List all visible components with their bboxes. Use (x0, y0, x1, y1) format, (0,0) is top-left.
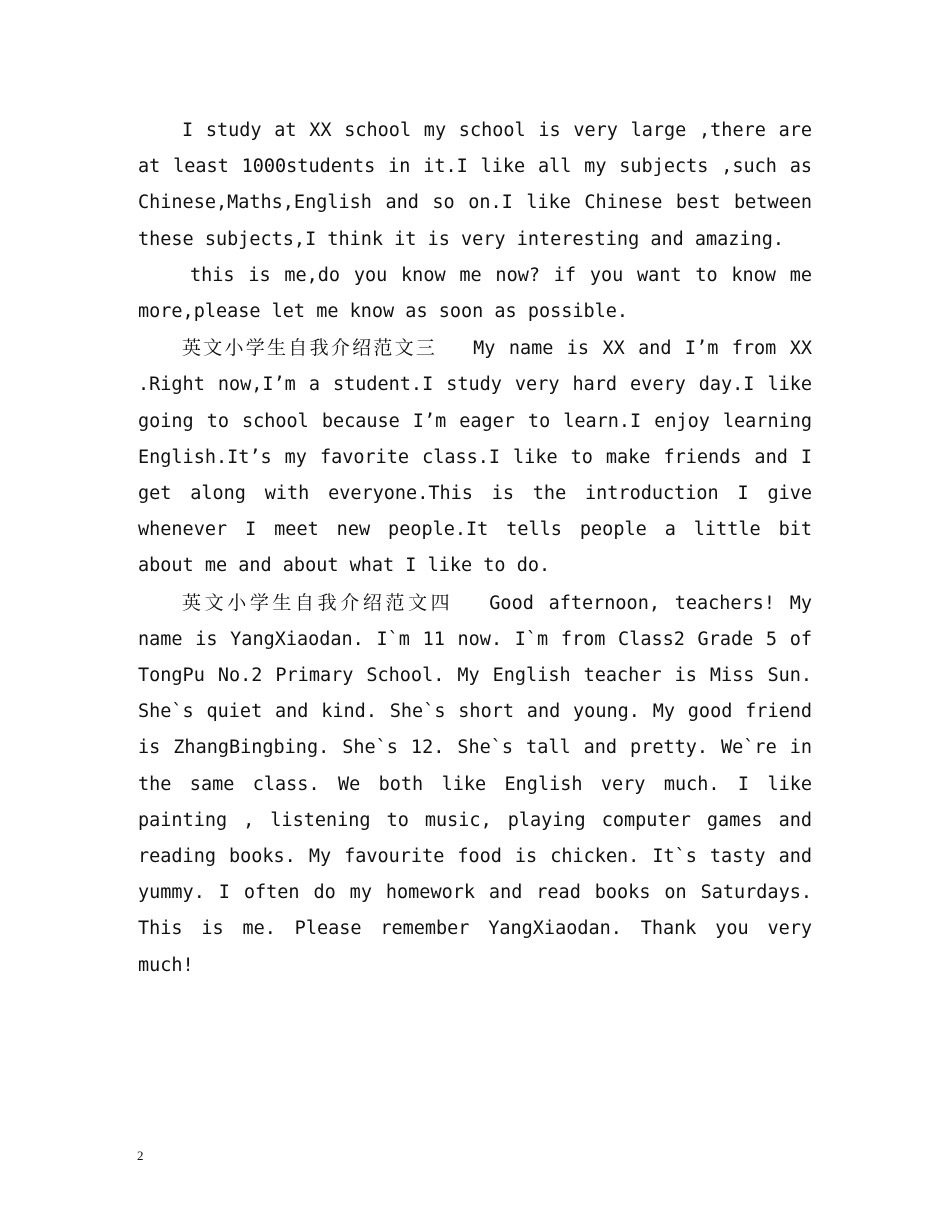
paragraph-closing (138, 258, 812, 330)
section-heading: 英文小学生自我介绍范文四 (182, 591, 454, 614)
section-heading: 英文小学生自我介绍范文三 (182, 337, 438, 360)
document-body (138, 113, 812, 984)
paragraph-sample-three (138, 330, 812, 584)
page-number: 2 (137, 1148, 144, 1163)
paragraph-sample-four (138, 585, 812, 984)
paragraph-text: Good afternoon, teachers! My name is YangXiaodan. I`m 11 now. I`m from Class2 Grade 5 of TongPu No.2 Primary School. My English teacher is Miss Sun. She`s quiet and kind. She`s short and young. My good friend is ZhangBingbing. She`s 12. She`s tall and pretty. We`re in the same class. We both like English very much. I like painting , listening to music, playing computer games and reading books. My favourite food is chicken. It`s tasty and yummy. I often do my homework and read books on Saturdays. This is me. Please remember YangXiaodan. Thank you very much! (138, 592, 812, 976)
paragraph-text: this is me,do you know me now? if you want to know me more,please let me know as soon as possible. (138, 264, 812, 323)
paragraph-text: I study at XX school my school is very large ,there are at least 1000students in it.I like all my subjects ,such as Chinese,Maths,English and so on.I like Chinese best between these subjects,I think it is very interesting and amazing. (138, 120, 812, 250)
paragraph-text: My name is XX and I’m from XX .Right now,I’m a student.I study very hard every day.I like going to school because I’m eager to learn.I enjoy learning English.It’s my favorite class.I like to make friends and I get along with everyone.This is the introduction I give whenever I meet new people.It tells people a little bit about me and about what I like to do. (138, 338, 812, 577)
paragraph-school (138, 113, 812, 258)
